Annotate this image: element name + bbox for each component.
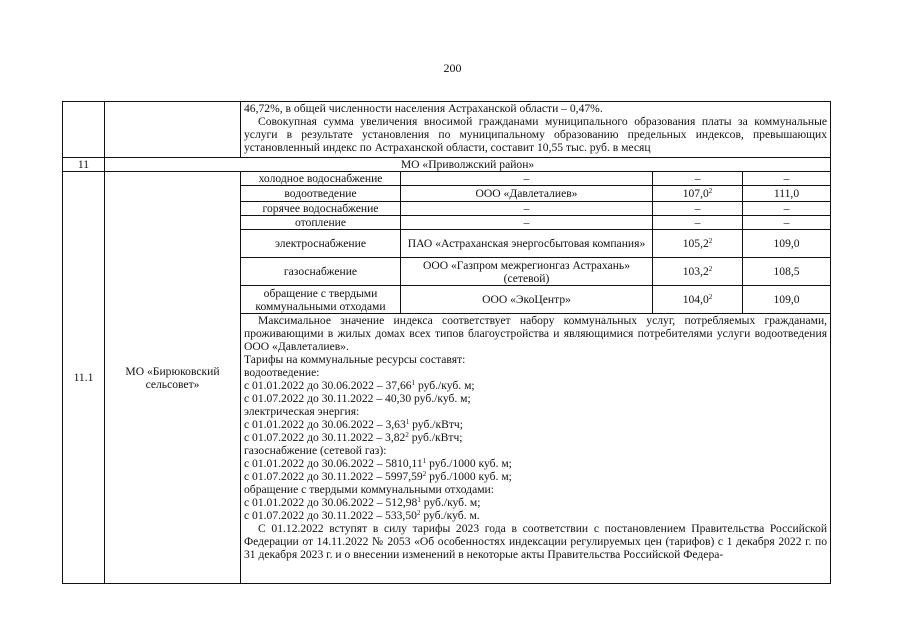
service-name: холодное водоснабжение bbox=[241, 172, 401, 186]
service-row bbox=[63, 172, 831, 186]
service-provider: ПАО «Астраханская энергосбытовая компания» bbox=[401, 230, 653, 258]
tariff-line: с 01.01.2022 до 30.06.2022 – 512,98$^1$ руб./куб. м; bbox=[244, 496, 481, 509]
index-value: 107,0$^2$ bbox=[653, 186, 743, 202]
index-value: – bbox=[653, 172, 743, 186]
closing-note: С 01.12.2022 вступят в силу тарифы 2023 года в соответствии с постановлением Правительства Российской Федерации от 14.11.2022 № 2053 «Об особенностях индексации регулируемых цен (тарифов) с 1 декабря 2022 г. по 31 декабря 2023 г. и о внесении изменений в некоторые акты Правительства Российской Федера- bbox=[244, 522, 828, 561]
max-index-value: 109,0 bbox=[743, 286, 831, 314]
service-provider: ООО «Давлеталиев» bbox=[401, 186, 653, 202]
index-value: – bbox=[653, 202, 743, 216]
tariff-line: с 01.01.2022 до 30.06.2022 – 37,66$^1$ руб./куб. м; bbox=[244, 379, 475, 392]
max-index-note: Максимальное значение индекса соответствует набору коммунальных услуг, потребляемых гражданами, проживающими в жилых домах всех типов благоустройства и являющимися потребителями услуги водоотведения ООО «Давлеталиев». bbox=[244, 314, 828, 353]
section-row bbox=[63, 158, 831, 172]
index-value: 103,2$^2$ bbox=[653, 258, 743, 286]
tariff-group-label: обращение с твердыми коммунальными отходами: bbox=[244, 483, 494, 496]
continuation-row bbox=[63, 102, 831, 158]
service-name: водоотведение bbox=[241, 186, 401, 202]
tariff-line: с 01.07.2022 до 30.11.2022 – 3,82$^2$ руб./кВтч; bbox=[244, 431, 463, 444]
service-name: электроснабжение bbox=[241, 230, 401, 258]
service-provider: – bbox=[401, 172, 653, 186]
max-index-value: 111,0 bbox=[743, 186, 831, 202]
tariff-group-label: электрическая энергия: bbox=[244, 405, 360, 418]
notes-cell bbox=[241, 314, 831, 584]
tariff-line: с 01.01.2022 до 30.06.2022 – 5810,11$^1$ руб./1000 куб. м; bbox=[244, 457, 512, 470]
tariffs-intro: Тарифы на коммунальные ресурсы составят: bbox=[244, 353, 466, 366]
max-index-value: 108,5 bbox=[743, 258, 831, 286]
index-value: – bbox=[653, 216, 743, 230]
continuation-text-cell bbox=[241, 102, 831, 158]
tariff-line: с 01.01.2022 до 30.06.2022 – 3,63$^1$ руб./кВтч; bbox=[244, 418, 463, 431]
service-provider: – bbox=[401, 202, 653, 216]
index-value: 105,2$^2$ bbox=[653, 230, 743, 258]
max-index-value: – bbox=[743, 216, 831, 230]
service-name: обращение с твердыми коммунальными отходами bbox=[241, 286, 401, 314]
service-provider: ООО «ЭкоЦентр» bbox=[401, 286, 653, 314]
service-provider: ООО «Газпром межрегионгаз Астрахань» (сетевой) bbox=[401, 258, 653, 286]
subsection-number: 11.1 bbox=[63, 172, 105, 584]
tariff-group-label: водоотведение: bbox=[244, 366, 320, 379]
index-value: 104,0$^2$ bbox=[653, 286, 743, 314]
max-index-value: – bbox=[743, 202, 831, 216]
max-index-value: 109,0 bbox=[743, 230, 831, 258]
section-number: 11 bbox=[63, 158, 105, 172]
tariff-group-label: газоснабжение (сетевой газ): bbox=[244, 444, 387, 457]
tariff-table bbox=[62, 101, 831, 584]
continuation-paragraph: Совокупная сумма увеличения вносимой гражданами муниципального образования платы за коммунальные услуги в результате установления по муниципальному образованию предельных индексов, превышающих установленный индекс по Астраханской области, составит 10,55 тыс. руб. в месяц bbox=[244, 115, 828, 154]
service-name: газоснабжение bbox=[241, 258, 401, 286]
service-name: горячее водоснабжение bbox=[241, 202, 401, 216]
tariff-line: с 01.07.2022 до 30.11.2022 – 533,50$^2$ руб./куб. м. bbox=[244, 509, 480, 522]
empty-num-cell bbox=[63, 102, 105, 158]
municipality-name: МО «Бирюковский сельсовет» bbox=[105, 172, 241, 584]
max-index-value: – bbox=[743, 172, 831, 186]
tariff-line: с 01.07.2022 до 30.11.2022 – 40,30 руб./куб. м; bbox=[244, 392, 471, 405]
section-title: МО «Приволжский район» bbox=[105, 158, 831, 172]
empty-name-cell bbox=[105, 102, 241, 158]
service-provider: – bbox=[401, 216, 653, 230]
page-number: 200 bbox=[443, 61, 462, 75]
tariff-line: с 01.07.2022 до 30.11.2022 – 5997,59$^2$ руб./1000 куб. м; bbox=[244, 470, 512, 483]
service-name: отопление bbox=[241, 216, 401, 230]
continuation-line: 46,72%, в общей численности населения Астраханской области – 0,47%. bbox=[244, 102, 603, 115]
